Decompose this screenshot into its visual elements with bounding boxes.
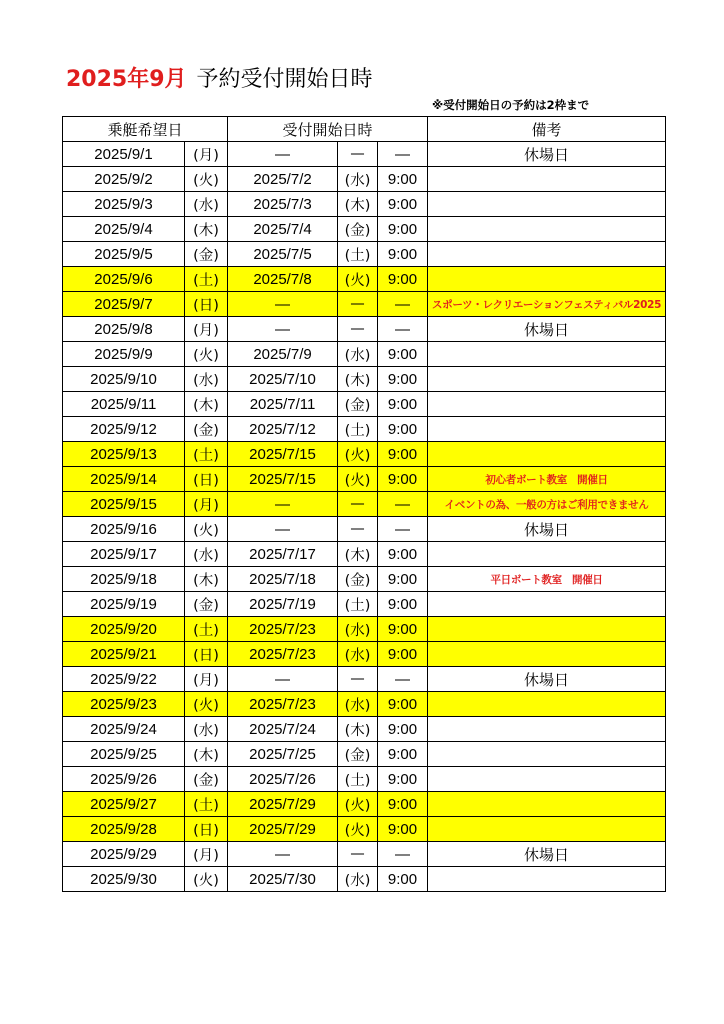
start-date-cell: — [228,492,338,517]
start-date-cell: — [228,517,338,542]
reservation-limit-note: ※受付開始日の予約は2枠まで [432,98,590,112]
boat-dow-cell: (金) [185,592,228,617]
boat-date-cell: 2025/9/12 [63,417,185,442]
boat-dow-cell: (火) [185,692,228,717]
start-dow-cell: (木) [338,367,378,392]
start-time-cell: 9:00 [378,717,428,742]
boat-date-cell: 2025/9/30 [63,867,185,892]
start-time-cell: 9:00 [378,417,428,442]
start-date-cell: 2025/7/19 [228,592,338,617]
start-time-cell: 9:00 [378,592,428,617]
start-date-cell: 2025/7/12 [228,417,338,442]
start-time-cell: 9:00 [378,242,428,267]
table-row [63,767,666,792]
remark-cell [428,742,666,767]
start-dow-cell: (水) [338,692,378,717]
table-row [63,617,666,642]
start-dow-cell: — [338,517,378,542]
start-time-cell: 9:00 [378,217,428,242]
boat-date-cell: 2025/9/4 [63,217,185,242]
boat-dow-cell: (水) [185,192,228,217]
start-dow-cell: — [338,667,378,692]
start-time-cell: 9:00 [378,692,428,717]
boat-date-cell: 2025/9/9 [63,342,185,367]
boat-date-cell: 2025/9/29 [63,842,185,867]
table-row [63,692,666,717]
start-time-cell: 9:00 [378,342,428,367]
boat-date-cell: 2025/9/22 [63,667,185,692]
boat-dow-cell: (火) [185,867,228,892]
start-date-cell: 2025/7/4 [228,217,338,242]
remark-cell: イベントの為、一般の方はご利用できません [428,492,666,517]
remark-cell [428,217,666,242]
boat-date-cell: 2025/9/27 [63,792,185,817]
boat-dow-cell: (木) [185,742,228,767]
start-dow-cell: — [338,292,378,317]
schedule-table [62,116,666,892]
boat-date-cell: 2025/9/7 [63,292,185,317]
remark-cell [428,542,666,567]
start-time-cell: — [378,292,428,317]
remark-cell [428,717,666,742]
start-dow-cell: (土) [338,767,378,792]
start-dow-cell: — [338,142,378,167]
table-row [63,292,666,317]
header-row [63,117,666,142]
start-date-cell: 2025/7/15 [228,442,338,467]
start-dow-cell: — [338,842,378,867]
boat-dow-cell: (日) [185,292,228,317]
title-text: 予約受付開始日時 [196,67,373,92]
boat-dow-cell: (火) [185,517,228,542]
start-dow-cell: — [338,317,378,342]
boat-dow-cell: (木) [185,392,228,417]
boat-date-cell: 2025/9/6 [63,267,185,292]
remark-cell [428,267,666,292]
boat-dow-cell: (火) [185,342,228,367]
table-row [63,792,666,817]
start-dow-cell: (水) [338,617,378,642]
start-date-cell: 2025/7/25 [228,742,338,767]
boat-date-cell: 2025/9/11 [63,392,185,417]
table-row [63,217,666,242]
start-dow-cell: (土) [338,242,378,267]
remark-cell: 休場日 [428,842,666,867]
boat-dow-cell: (月) [185,142,228,167]
boat-dow-cell: (月) [185,492,228,517]
table-row [63,367,666,392]
remark-cell [428,392,666,417]
start-dow-cell: (金) [338,217,378,242]
start-date-cell: 2025/7/29 [228,817,338,842]
boat-date-cell: 2025/9/24 [63,717,185,742]
start-date-cell: 2025/7/9 [228,342,338,367]
remark-cell [428,792,666,817]
start-dow-cell: (土) [338,417,378,442]
boat-dow-cell: (金) [185,242,228,267]
table-row [63,667,666,692]
start-time-cell: 9:00 [378,567,428,592]
table-row [63,142,666,167]
boat-date-cell: 2025/9/14 [63,467,185,492]
boat-date-cell: 2025/9/20 [63,617,185,642]
remark-cell [428,367,666,392]
start-time-cell: 9:00 [378,642,428,667]
start-date-cell: — [228,667,338,692]
start-date-cell: 2025/7/23 [228,642,338,667]
boat-dow-cell: (火) [185,167,228,192]
start-dow-cell: (火) [338,267,378,292]
boat-dow-cell: (日) [185,467,228,492]
boat-date-cell: 2025/9/26 [63,767,185,792]
start-time-cell: 9:00 [378,367,428,392]
boat-date-cell: 2025/9/8 [63,317,185,342]
boat-date-cell: 2025/9/23 [63,692,185,717]
boat-dow-cell: (金) [185,767,228,792]
remark-cell [428,817,666,842]
boat-dow-cell: (土) [185,442,228,467]
start-date-cell: 2025/7/2 [228,167,338,192]
remark-cell [428,617,666,642]
start-date-cell: — [228,842,338,867]
boat-date-cell: 2025/9/18 [63,567,185,592]
start-dow-cell: (金) [338,742,378,767]
table-row [63,267,666,292]
start-date-cell: 2025/7/11 [228,392,338,417]
start-dow-cell: (水) [338,642,378,667]
boat-dow-cell: (土) [185,792,228,817]
boat-dow-cell: (土) [185,617,228,642]
remark-cell [428,592,666,617]
start-date-cell: — [228,317,338,342]
remark-cell: 休場日 [428,317,666,342]
remark-cell [428,242,666,267]
remark-cell: 休場日 [428,517,666,542]
start-date-cell: 2025/7/5 [228,242,338,267]
table-row [63,517,666,542]
remark-cell [428,192,666,217]
remark-cell [428,642,666,667]
remark-cell: 初心者ボート教室 開催日 [428,467,666,492]
boat-date-cell: 2025/9/16 [63,517,185,542]
start-time-cell: 9:00 [378,192,428,217]
header-start: 受付開始日時 [228,117,428,142]
start-dow-cell: (火) [338,792,378,817]
remark-cell [428,442,666,467]
table-row [63,592,666,617]
remark-cell: 休場日 [428,667,666,692]
boat-date-cell: 2025/9/15 [63,492,185,517]
start-date-cell: 2025/7/18 [228,567,338,592]
start-time-cell: 9:00 [378,167,428,192]
boat-date-cell: 2025/9/21 [63,642,185,667]
boat-date-cell: 2025/9/10 [63,367,185,392]
table-row [63,317,666,342]
table-row [63,192,666,217]
start-date-cell: 2025/7/23 [228,692,338,717]
start-date-cell: 2025/7/30 [228,867,338,892]
start-date-cell: 2025/7/17 [228,542,338,567]
start-dow-cell: (水) [338,167,378,192]
boat-dow-cell: (月) [185,317,228,342]
start-time-cell: — [378,317,428,342]
remark-cell [428,167,666,192]
start-dow-cell: — [338,492,378,517]
start-date-cell: — [228,142,338,167]
boat-date-cell: 2025/9/5 [63,242,185,267]
header-boat-date: 乗艇希望日 [63,117,228,142]
start-dow-cell: (水) [338,342,378,367]
start-dow-cell: (土) [338,592,378,617]
table-row [63,817,666,842]
start-dow-cell: (木) [338,717,378,742]
start-time-cell: 9:00 [378,817,428,842]
start-time-cell: 9:00 [378,542,428,567]
start-time-cell: — [378,492,428,517]
remark-cell [428,342,666,367]
table-row [63,442,666,467]
table-row [63,392,666,417]
title-month: 2025年9月 [66,67,187,92]
start-dow-cell: (木) [338,542,378,567]
boat-dow-cell: (土) [185,267,228,292]
start-time-cell: 9:00 [378,442,428,467]
start-time-cell: 9:00 [378,467,428,492]
start-time-cell: — [378,142,428,167]
remark-cell [428,867,666,892]
start-date-cell: 2025/7/24 [228,717,338,742]
table-row [63,542,666,567]
table-row [63,867,666,892]
table-row [63,167,666,192]
boat-dow-cell: (水) [185,717,228,742]
boat-date-cell: 2025/9/19 [63,592,185,617]
start-dow-cell: (火) [338,442,378,467]
table-row [63,642,666,667]
remark-cell [428,417,666,442]
boat-dow-cell: (金) [185,417,228,442]
start-time-cell: 9:00 [378,742,428,767]
table-row [63,342,666,367]
start-date-cell: 2025/7/15 [228,467,338,492]
boat-dow-cell: (木) [185,567,228,592]
start-date-cell: — [228,292,338,317]
table-row [63,242,666,267]
boat-dow-cell: (水) [185,542,228,567]
start-dow-cell: (金) [338,567,378,592]
start-time-cell: 9:00 [378,767,428,792]
boat-dow-cell: (月) [185,667,228,692]
start-date-cell: 2025/7/29 [228,792,338,817]
start-date-cell: 2025/7/10 [228,367,338,392]
remark-cell [428,767,666,792]
start-date-cell: 2025/7/3 [228,192,338,217]
table-row [63,717,666,742]
start-dow-cell: (木) [338,192,378,217]
boat-date-cell: 2025/9/25 [63,742,185,767]
start-date-cell: 2025/7/8 [228,267,338,292]
remark-cell: 休場日 [428,142,666,167]
start-time-cell: — [378,517,428,542]
table-row [63,842,666,867]
boat-date-cell: 2025/9/28 [63,817,185,842]
boat-date-cell: 2025/9/1 [63,142,185,167]
boat-date-cell: 2025/9/2 [63,167,185,192]
table-row [63,567,666,592]
start-dow-cell: (金) [338,392,378,417]
boat-date-cell: 2025/9/13 [63,442,185,467]
start-time-cell: — [378,667,428,692]
start-time-cell: 9:00 [378,867,428,892]
table-row [63,467,666,492]
start-time-cell: 9:00 [378,267,428,292]
start-time-cell: 9:00 [378,617,428,642]
table-row [63,742,666,767]
boat-dow-cell: (木) [185,217,228,242]
start-time-cell: 9:00 [378,392,428,417]
table-row [63,492,666,517]
start-dow-cell: (火) [338,817,378,842]
remark-cell: スポーツ・レクリエーションフェスティバル2025 [428,292,666,317]
boat-date-cell: 2025/9/17 [63,542,185,567]
remark-cell [428,692,666,717]
start-dow-cell: (火) [338,467,378,492]
boat-date-cell: 2025/9/3 [63,192,185,217]
remark-cell: 平日ボート教室 開催日 [428,567,666,592]
header-remarks: 備考 [428,117,666,142]
start-dow-cell: (水) [338,867,378,892]
start-date-cell: 2025/7/26 [228,767,338,792]
start-date-cell: 2025/7/23 [228,617,338,642]
boat-dow-cell: (月) [185,842,228,867]
boat-dow-cell: (水) [185,367,228,392]
page-title [66,62,373,96]
table-row [63,417,666,442]
start-time-cell: 9:00 [378,792,428,817]
start-time-cell: — [378,842,428,867]
boat-dow-cell: (日) [185,817,228,842]
boat-dow-cell: (日) [185,642,228,667]
